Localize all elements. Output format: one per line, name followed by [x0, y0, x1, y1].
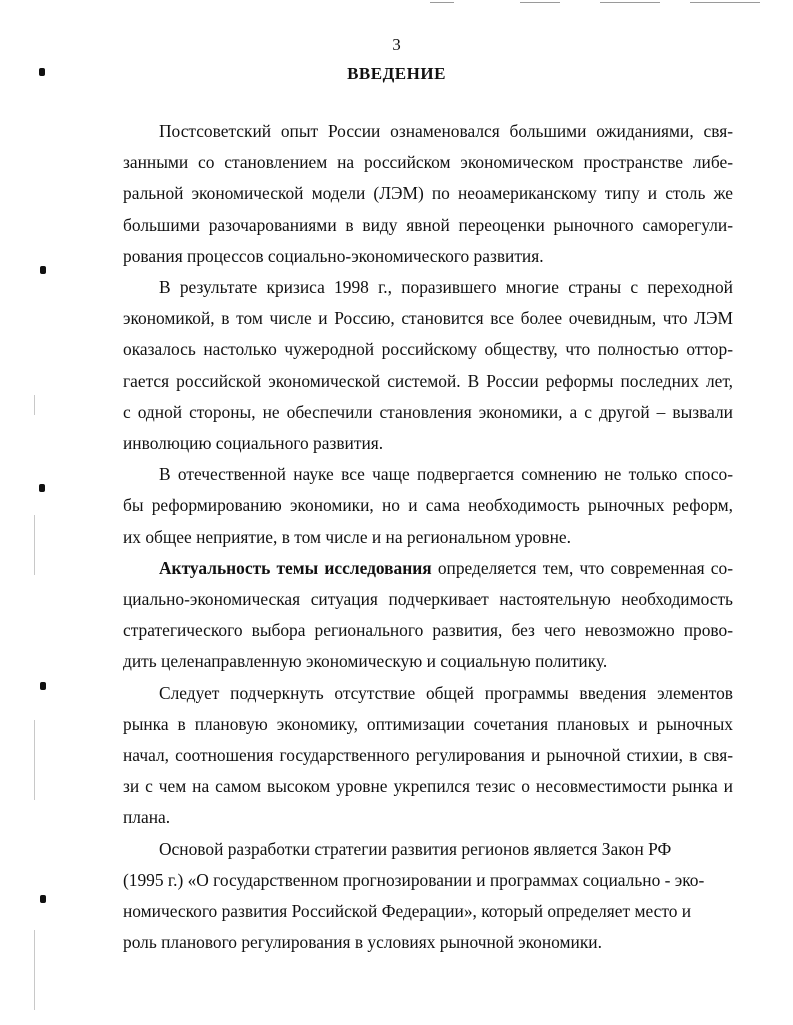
- paragraph: [123, 459, 733, 553]
- text-line: плана.: [123, 807, 171, 828]
- text-line: зи с чем на самом высоком уровне укрепился тезис о несовместимости рынка и: [123, 776, 733, 797]
- paragraph: [123, 834, 733, 959]
- text-line: гается российской экономической системой. В России реформы последних лет,: [123, 370, 733, 391]
- text-line: стратегического выбора регионального развития, без чего невозможно прово-: [123, 620, 733, 641]
- text-line: начал, соотношения государственного регулирования и рыночной стихии, в свя-: [123, 745, 733, 766]
- scan-artifact-top: [430, 2, 454, 3]
- text-line: инволюцию социального развития.: [123, 433, 384, 454]
- text-line: их общее неприятие, в том числе и на региональном уровне.: [123, 526, 571, 547]
- text-line: В отечественной науке все чаще подвергается сомнению не только спосо-: [159, 464, 733, 485]
- paragraph: [123, 553, 733, 678]
- scan-edge-line: [34, 515, 35, 575]
- paragraph: [123, 272, 733, 459]
- scan-edge-line: [34, 720, 35, 800]
- text-line: дить целенаправленную экономическую и социальную политику.: [123, 651, 608, 672]
- page-number: 3: [392, 35, 401, 54]
- document-body: [123, 116, 733, 958]
- text-line: большими разочарованиями в виду явной переоценки рыночного саморегули-: [123, 214, 733, 235]
- scan-artifact-top: [520, 2, 560, 3]
- text-line: (1995 г.) «О государственном прогнозировании и программах социально - эко-: [123, 869, 705, 890]
- text-line-with-bold-lead: [123, 553, 733, 584]
- text-line: номического развития Российской Федерации», который определяет место и: [123, 901, 692, 922]
- page-title: ВВЕДЕНИЕ: [347, 64, 446, 83]
- text-line: бы реформированию экономики, но и сама необходимость рыночных реформ,: [123, 495, 733, 516]
- scan-artifact-top: [690, 2, 760, 3]
- text-line: с одной стороны, не обеспечили становления экономики, а с другой – вызвали: [123, 401, 733, 422]
- scan-edge-line: [34, 395, 35, 415]
- text-line-rest: определяется тем, что современная со-: [431, 557, 734, 578]
- text-line: экономикой, в том числе и Россию, становится все более очевидным, что ЛЭМ: [123, 308, 733, 329]
- text-line: занными со становлением на российском экономическом пространстве либе-: [123, 152, 733, 173]
- paragraph: [123, 116, 733, 272]
- text-line: рования процессов социально-экономического развития.: [123, 245, 544, 266]
- binder-hole-mark: [40, 266, 46, 274]
- text-line: рынка в плановую экономику, оптимизации сочетания плановых и рыночных: [123, 713, 733, 734]
- text-line: Основой разработки стратегии развития регионов является Закон РФ: [159, 838, 672, 859]
- text-line: циально-экономическая ситуация подчеркивает настоятельную необходимость: [123, 589, 733, 610]
- scan-artifact-top: [600, 2, 660, 3]
- binder-hole-mark: [39, 484, 45, 492]
- text-line: Постсоветский опыт России ознаменовался большими ожиданиями, свя-: [159, 121, 733, 141]
- text-line: Следует подчеркнуть отсутствие общей программы введения элементов: [159, 682, 733, 703]
- scan-edge-line: [34, 930, 35, 1010]
- bold-lead-text: Актуальность темы исследования: [159, 557, 432, 578]
- text-line: роль планового регулирования в условиях рыночной экономики.: [123, 932, 602, 953]
- paragraph: [123, 678, 733, 834]
- binder-hole-mark: [40, 682, 46, 690]
- text-line: В результате кризиса 1998 г., поразившего многие страны с переходной: [159, 277, 733, 298]
- binder-hole-mark: [40, 895, 46, 903]
- text-line: ральной экономической модели (ЛЭМ) по неоамериканскому типу и столь же: [123, 183, 733, 204]
- text-line: оказалось настолько чужеродной российскому обществу, что полностью оттор-: [123, 339, 733, 360]
